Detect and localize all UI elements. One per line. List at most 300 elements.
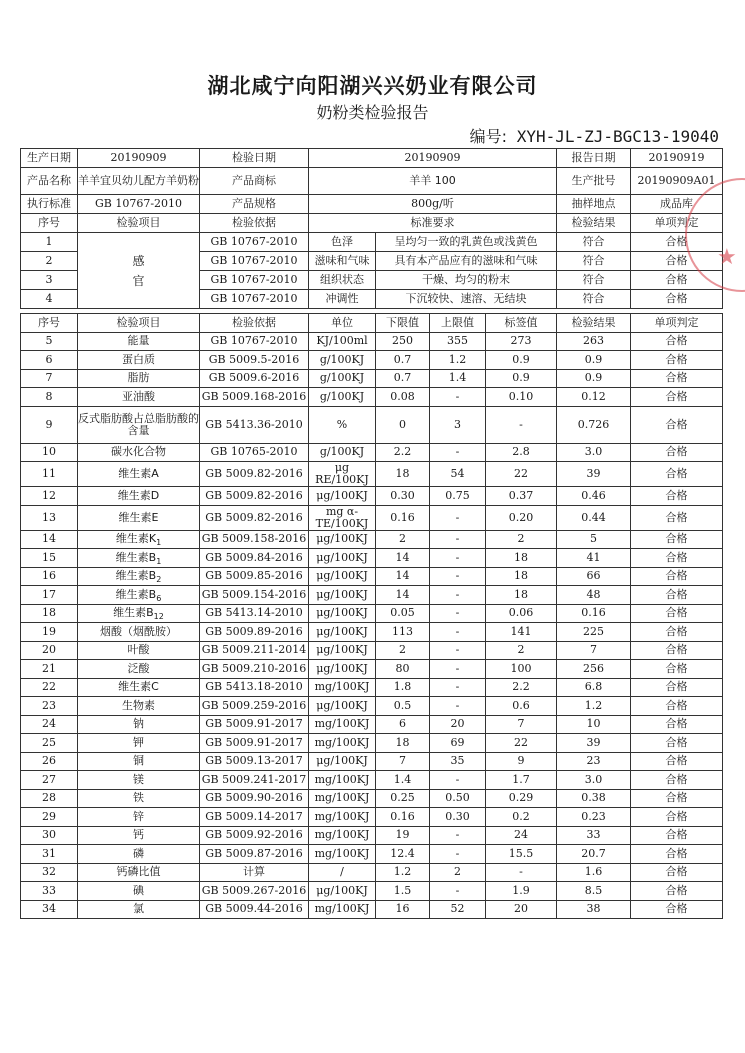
- sensory-result: 符合: [557, 290, 631, 309]
- sensory-basis: GB 10767-2010: [200, 271, 309, 290]
- test-label: 2: [486, 530, 557, 549]
- test-no: 9: [21, 406, 78, 443]
- test-label: 141: [486, 623, 557, 642]
- test-result: 1.6: [557, 863, 631, 882]
- test-upper: 20: [430, 715, 486, 734]
- test-no: 8: [21, 388, 78, 407]
- test-basis: GB 5009.44-2016: [200, 900, 309, 919]
- test-lower: 1.2: [376, 863, 430, 882]
- test-no: 23: [21, 697, 78, 716]
- test-result: 1.2: [557, 697, 631, 716]
- test-label: 9: [486, 752, 557, 771]
- test-no: 25: [21, 734, 78, 753]
- tests-header-lower: 下限值: [376, 314, 430, 333]
- test-upper: 35: [430, 752, 486, 771]
- test-row: [21, 604, 723, 623]
- report-title: 奶粉类检验报告: [316, 103, 429, 122]
- test-result: 10: [557, 715, 631, 734]
- test-basis: GB 5009.82-2016: [200, 487, 309, 506]
- test-result: 0.726: [557, 406, 631, 443]
- test-no: 12: [21, 487, 78, 506]
- test-label: 100: [486, 660, 557, 679]
- test-judge: 合格: [631, 388, 723, 407]
- test-label: 0.10: [486, 388, 557, 407]
- test-no: 18: [21, 604, 78, 623]
- test-lower: 0.08: [376, 388, 430, 407]
- sensory-header-req: 标准要求: [309, 214, 557, 233]
- test-upper: -: [430, 826, 486, 845]
- test-lower: 80: [376, 660, 430, 679]
- test-label: 0.6: [486, 697, 557, 716]
- test-judge: 合格: [631, 641, 723, 660]
- sensory-header-row: [21, 214, 723, 233]
- test-unit: μg/100KJ: [309, 530, 376, 549]
- production-date-label: 生产日期: [21, 149, 78, 168]
- test-upper: -: [430, 388, 486, 407]
- test-lower: 1.8: [376, 678, 430, 697]
- info-row-standard: [21, 195, 723, 214]
- sensory-header-basis: 检验依据: [200, 214, 309, 233]
- test-label: 22: [486, 734, 557, 753]
- test-basis: GB 5009.91-2017: [200, 734, 309, 753]
- test-label: 0.9: [486, 369, 557, 388]
- test-unit: mg/100KJ: [309, 734, 376, 753]
- test-row: [21, 863, 723, 882]
- test-row: [21, 530, 723, 549]
- test-basis: GB 5009.267-2016: [200, 882, 309, 901]
- test-no: 16: [21, 567, 78, 586]
- test-lower: 113: [376, 623, 430, 642]
- test-judge: 合格: [631, 660, 723, 679]
- test-row: [21, 549, 723, 568]
- test-results-table: [20, 313, 723, 919]
- test-item: 生物素: [78, 697, 200, 716]
- test-lower: 7: [376, 752, 430, 771]
- test-no: 24: [21, 715, 78, 734]
- test-label: 2.8: [486, 443, 557, 462]
- test-row: [21, 443, 723, 462]
- test-label: 7: [486, 715, 557, 734]
- test-label: 20: [486, 900, 557, 919]
- test-result: 38: [557, 900, 631, 919]
- test-judge: 合格: [631, 623, 723, 642]
- test-item-name: 维生素K: [115, 532, 157, 546]
- test-label: 0.9: [486, 351, 557, 370]
- test-unit: mg/100KJ: [309, 771, 376, 790]
- test-item: 碘: [78, 882, 200, 901]
- test-no: 11: [21, 462, 78, 487]
- test-unit: mg/100KJ: [309, 826, 376, 845]
- test-unit: g/100KJ: [309, 369, 376, 388]
- test-item: [78, 549, 200, 568]
- test-basis: GB 5009.92-2016: [200, 826, 309, 845]
- test-judge: 合格: [631, 462, 723, 487]
- test-judge: 合格: [631, 505, 723, 530]
- test-unit: μg/100KJ: [309, 604, 376, 623]
- test-item: 钾: [78, 734, 200, 753]
- test-item: 镁: [78, 771, 200, 790]
- sensory-judge: 合格: [631, 290, 723, 309]
- test-lower: 18: [376, 462, 430, 487]
- test-item: 亚油酸: [78, 388, 200, 407]
- test-no: 21: [21, 660, 78, 679]
- test-label: 0.20: [486, 505, 557, 530]
- test-basis: GB 10767-2010: [200, 332, 309, 351]
- test-label: -: [486, 406, 557, 443]
- test-lower: 1.4: [376, 771, 430, 790]
- test-no: 22: [21, 678, 78, 697]
- test-judge: 合格: [631, 734, 723, 753]
- test-unit: g/100KJ: [309, 443, 376, 462]
- document-number: [470, 124, 719, 147]
- test-upper: 54: [430, 462, 486, 487]
- product-name-label: 产品名称: [21, 168, 78, 195]
- test-unit: μg/100KJ: [309, 549, 376, 568]
- spec-label: 产品规格: [200, 195, 309, 214]
- test-upper: 355: [430, 332, 486, 351]
- sensory-req: 干燥、均匀的粉末: [376, 271, 557, 290]
- test-item-name: 维生素B: [115, 587, 157, 601]
- sensory-judge: 合格: [631, 252, 723, 271]
- test-lower: 2: [376, 641, 430, 660]
- test-unit: g/100KJ: [309, 388, 376, 407]
- test-lower: 6: [376, 715, 430, 734]
- test-lower: 18: [376, 734, 430, 753]
- test-lower: 0.16: [376, 808, 430, 827]
- test-upper: -: [430, 530, 486, 549]
- test-upper: -: [430, 771, 486, 790]
- test-item: 叶酸: [78, 641, 200, 660]
- sensory-judge: 合格: [631, 233, 723, 252]
- test-basis: GB 5009.14-2017: [200, 808, 309, 827]
- test-label: 24: [486, 826, 557, 845]
- test-basis: GB 5009.5-2016: [200, 351, 309, 370]
- test-upper: 0.75: [430, 487, 486, 506]
- test-label: 15.5: [486, 845, 557, 864]
- test-item: 锌: [78, 808, 200, 827]
- test-result: 39: [557, 734, 631, 753]
- test-upper: 52: [430, 900, 486, 919]
- test-no: 33: [21, 882, 78, 901]
- test-row: [21, 734, 723, 753]
- test-upper: -: [430, 660, 486, 679]
- test-lower: 12.4: [376, 845, 430, 864]
- test-judge: 合格: [631, 369, 723, 388]
- test-lower: 0.16: [376, 505, 430, 530]
- test-lower: 14: [376, 586, 430, 605]
- test-judge: 合格: [631, 808, 723, 827]
- test-row: [21, 641, 723, 660]
- tests-header-unit: 单位: [309, 314, 376, 333]
- test-upper: -: [430, 505, 486, 530]
- test-result: 0.46: [557, 487, 631, 506]
- test-unit: μg/100KJ: [309, 697, 376, 716]
- test-no: 31: [21, 845, 78, 864]
- sensory-no: 3: [21, 271, 78, 290]
- test-row: [21, 332, 723, 351]
- sensory-no: 1: [21, 233, 78, 252]
- test-row: [21, 388, 723, 407]
- production-date: 20190909: [78, 149, 200, 168]
- test-basis: GB 5009.82-2016: [200, 505, 309, 530]
- test-row: [21, 406, 723, 443]
- company-name: 湖北咸宁向阳湖兴兴奶业有限公司: [207, 74, 538, 98]
- test-unit: mg/100KJ: [309, 845, 376, 864]
- inspection-date: 20190909: [309, 149, 557, 168]
- test-row: [21, 715, 723, 734]
- test-basis: 计算: [200, 863, 309, 882]
- test-upper: -: [430, 678, 486, 697]
- test-result: 0.44: [557, 505, 631, 530]
- report-date-label: 报告日期: [557, 149, 631, 168]
- test-result: 0.38: [557, 789, 631, 808]
- report-date: 20190919: [631, 149, 723, 168]
- test-no: 30: [21, 826, 78, 845]
- test-upper: 0.50: [430, 789, 486, 808]
- sensory-name: 冲调性: [309, 290, 376, 309]
- test-upper: 0.30: [430, 808, 486, 827]
- test-unit: mg/100KJ: [309, 715, 376, 734]
- test-row: [21, 487, 723, 506]
- test-no: 15: [21, 549, 78, 568]
- test-unit: μg/100KJ: [309, 752, 376, 771]
- test-judge: 合格: [631, 826, 723, 845]
- sensory-row: [21, 233, 723, 252]
- test-item: 脂肪: [78, 369, 200, 388]
- sensory-req: 下沉较快、速溶、无结块: [376, 290, 557, 309]
- test-row: [21, 882, 723, 901]
- test-lower: 0.7: [376, 369, 430, 388]
- test-unit: μg/100KJ: [309, 586, 376, 605]
- test-row: [21, 567, 723, 586]
- test-item: 反式脂肪酸占总脂肪酸的含量: [78, 406, 200, 443]
- sensory-group-char-2: 官: [132, 273, 145, 288]
- test-lower: 250: [376, 332, 430, 351]
- test-result: 5: [557, 530, 631, 549]
- test-judge: 合格: [631, 900, 723, 919]
- sensory-name: 色泽: [309, 233, 376, 252]
- seal-star-icon: ★: [717, 245, 737, 270]
- test-lower: 2.2: [376, 443, 430, 462]
- sensory-no: 4: [21, 290, 78, 309]
- test-judge: 合格: [631, 549, 723, 568]
- test-unit: μg/100KJ: [309, 623, 376, 642]
- test-upper: 3: [430, 406, 486, 443]
- test-item: 维生素E: [78, 505, 200, 530]
- test-lower: 1.5: [376, 882, 430, 901]
- test-no: 7: [21, 369, 78, 388]
- test-judge: 合格: [631, 443, 723, 462]
- sensory-no: 2: [21, 252, 78, 271]
- test-label: 273: [486, 332, 557, 351]
- test-result: 263: [557, 332, 631, 351]
- test-upper: -: [430, 641, 486, 660]
- test-label: 2: [486, 641, 557, 660]
- test-item: [78, 567, 200, 586]
- test-item: 能量: [78, 332, 200, 351]
- sensory-basis: GB 10767-2010: [200, 252, 309, 271]
- test-row: [21, 586, 723, 605]
- test-item: 钙磷比值: [78, 863, 200, 882]
- test-lower: 0.25: [376, 789, 430, 808]
- test-result: 20.7: [557, 845, 631, 864]
- test-lower: 0.7: [376, 351, 430, 370]
- test-result: 0.12: [557, 388, 631, 407]
- test-label: 18: [486, 586, 557, 605]
- test-unit: g/100KJ: [309, 351, 376, 370]
- test-item: 碳水化合物: [78, 443, 200, 462]
- test-basis: GB 5009.158-2016: [200, 530, 309, 549]
- test-upper: -: [430, 623, 486, 642]
- sensory-basis: GB 10767-2010: [200, 233, 309, 252]
- test-upper: 1.2: [430, 351, 486, 370]
- spec: 800g/听: [309, 195, 557, 214]
- test-result: 48: [557, 586, 631, 605]
- test-unit: mg/100KJ: [309, 789, 376, 808]
- test-lower: 14: [376, 549, 430, 568]
- test-item: 烟酸（烟酰胺）: [78, 623, 200, 642]
- test-row: [21, 789, 723, 808]
- test-no: 34: [21, 900, 78, 919]
- test-basis: GB 5009.87-2016: [200, 845, 309, 864]
- test-result: 0.9: [557, 351, 631, 370]
- test-result: 225: [557, 623, 631, 642]
- sensory-basis: GB 10767-2010: [200, 290, 309, 309]
- test-result: 0.16: [557, 604, 631, 623]
- test-row: [21, 900, 723, 919]
- test-basis: GB 5009.6-2016: [200, 369, 309, 388]
- test-unit: mg α-TE/100KJ: [309, 505, 376, 530]
- test-upper: -: [430, 443, 486, 462]
- test-no: 32: [21, 863, 78, 882]
- test-basis: GB 5413.18-2010: [200, 678, 309, 697]
- test-result: 3.0: [557, 443, 631, 462]
- test-basis: GB 5009.85-2016: [200, 567, 309, 586]
- test-row: [21, 623, 723, 642]
- test-item: 磷: [78, 845, 200, 864]
- test-no: 10: [21, 443, 78, 462]
- test-item-name: 维生素B: [115, 550, 157, 564]
- test-unit: μg RE/100KJ: [309, 462, 376, 487]
- test-result: 6.8: [557, 678, 631, 697]
- test-no: 20: [21, 641, 78, 660]
- tests-header-label: 标签值: [486, 314, 557, 333]
- test-label: 18: [486, 549, 557, 568]
- test-no: 28: [21, 789, 78, 808]
- test-row: [21, 660, 723, 679]
- test-lower: 19: [376, 826, 430, 845]
- test-item-subscript: 1: [156, 538, 162, 548]
- test-judge: 合格: [631, 752, 723, 771]
- test-judge: 合格: [631, 863, 723, 882]
- test-item: 蛋白质: [78, 351, 200, 370]
- test-item: 维生素A: [78, 462, 200, 487]
- test-row: [21, 752, 723, 771]
- test-unit: KJ/100ml: [309, 332, 376, 351]
- sensory-header-item: 检验项目: [78, 214, 200, 233]
- test-basis: GB 5009.168-2016: [200, 388, 309, 407]
- test-item-subscript: 6: [156, 593, 162, 603]
- test-item: [78, 586, 200, 605]
- test-judge: 合格: [631, 351, 723, 370]
- test-label: 18: [486, 567, 557, 586]
- test-no: 26: [21, 752, 78, 771]
- test-upper: 69: [430, 734, 486, 753]
- sensory-result: 符合: [557, 271, 631, 290]
- sampling-label: 抽样地点: [557, 195, 631, 214]
- info-row-product: [21, 168, 723, 195]
- test-judge: 合格: [631, 530, 723, 549]
- tests-header-basis: 检验依据: [200, 314, 309, 333]
- sensory-req: 呈均匀一致的乳黄色或浅黄色: [376, 233, 557, 252]
- batch-label: 生产批号: [557, 168, 631, 195]
- test-no: 5: [21, 332, 78, 351]
- test-label: 0.29: [486, 789, 557, 808]
- sensory-result: 符合: [557, 233, 631, 252]
- test-item-subscript: 2: [156, 575, 162, 585]
- test-judge: 合格: [631, 586, 723, 605]
- test-unit: μg/100KJ: [309, 567, 376, 586]
- test-result: 33: [557, 826, 631, 845]
- test-upper: 1.4: [430, 369, 486, 388]
- test-item-name: 维生素B: [113, 606, 154, 620]
- sensory-header-result: 检验结果: [557, 214, 631, 233]
- document-number-label: 编号:: [469, 127, 508, 146]
- tests-header-no: 序号: [21, 314, 78, 333]
- test-item: 维生素C: [78, 678, 200, 697]
- test-judge: 合格: [631, 882, 723, 901]
- product-info-table: [20, 148, 723, 309]
- test-basis: GB 5009.210-2016: [200, 660, 309, 679]
- test-label: 1.7: [486, 771, 557, 790]
- test-label: 1.9: [486, 882, 557, 901]
- test-label: 2.2: [486, 678, 557, 697]
- test-label: -: [486, 863, 557, 882]
- test-item: 维生素D: [78, 487, 200, 506]
- test-item-subscript: 1: [156, 556, 162, 566]
- test-row: [21, 808, 723, 827]
- test-result: 8.5: [557, 882, 631, 901]
- test-upper: -: [430, 882, 486, 901]
- test-row: [21, 462, 723, 487]
- sensory-judge: 合格: [631, 271, 723, 290]
- test-upper: -: [430, 845, 486, 864]
- test-basis: GB 5413.36-2010: [200, 406, 309, 443]
- test-judge: 合格: [631, 604, 723, 623]
- test-basis: GB 5009.211-2014: [200, 641, 309, 660]
- test-unit: mg/100KJ: [309, 678, 376, 697]
- sampling-location: 成品库: [631, 195, 723, 214]
- test-basis: GB 5009.91-2017: [200, 715, 309, 734]
- test-no: 19: [21, 623, 78, 642]
- test-judge: 合格: [631, 771, 723, 790]
- test-judge: 合格: [631, 789, 723, 808]
- test-result: 41: [557, 549, 631, 568]
- test-lower: 2: [376, 530, 430, 549]
- test-unit: mg/100KJ: [309, 808, 376, 827]
- test-label: 0.37: [486, 487, 557, 506]
- test-unit: /: [309, 863, 376, 882]
- test-judge: 合格: [631, 678, 723, 697]
- test-upper: -: [430, 567, 486, 586]
- sensory-name: 组织状态: [309, 271, 376, 290]
- test-lower: 16: [376, 900, 430, 919]
- test-item: [78, 530, 200, 549]
- test-item: 钙: [78, 826, 200, 845]
- test-basis: GB 5009.84-2016: [200, 549, 309, 568]
- test-unit: μg/100KJ: [309, 487, 376, 506]
- test-judge: 合格: [631, 845, 723, 864]
